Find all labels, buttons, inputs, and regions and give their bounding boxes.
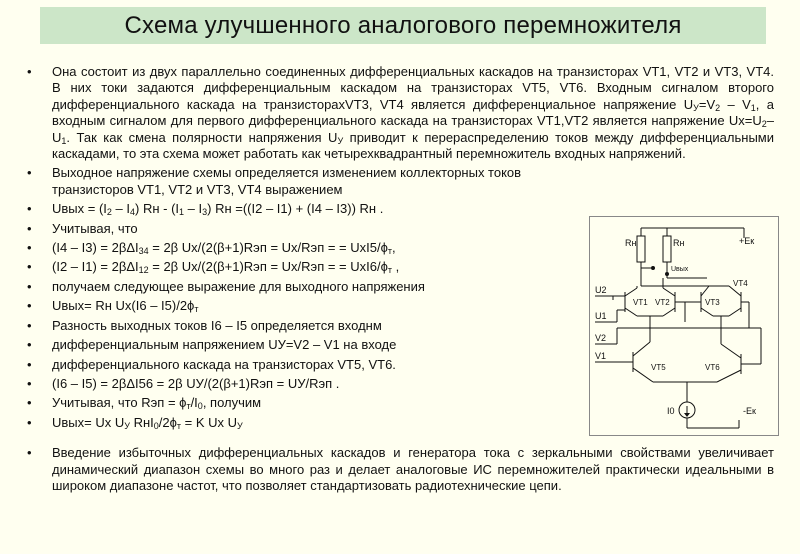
label-vt6: VT6 — [705, 363, 720, 372]
label-vplus: +Eк — [739, 236, 755, 246]
text-run: (I6 – I5) = 2βΔI56 = 2β UУ/(2(β+1)Rэп = UУ/Rэп . — [52, 375, 340, 391]
subscript: 1 — [750, 102, 756, 113]
subscript: т — [194, 304, 199, 315]
subscript: т — [186, 401, 191, 412]
text-run: Учитывая, что — [52, 220, 138, 236]
label-v1: V1 — [595, 351, 607, 361]
subscript: 2 — [715, 102, 721, 113]
resistor-rn2 — [663, 236, 671, 262]
text-run: , получим — [202, 395, 262, 411]
subscript: 0 — [197, 401, 203, 412]
subscript: У — [337, 135, 344, 146]
label-v2: V2 — [595, 333, 607, 343]
text-run: Разность выходных токов I6 – I5 определяется входнм — [52, 317, 382, 333]
slide-title: Схема улучшенного аналогового перемножителя — [124, 11, 682, 39]
label-uout: Uвых — [671, 266, 689, 273]
subscript: т — [387, 246, 392, 257]
label-vt1: VT1 — [633, 298, 648, 307]
text-run: /I — [190, 395, 198, 411]
resistor-rn1 — [637, 236, 645, 262]
text-run: Uвых= Ux U — [52, 414, 125, 430]
text-run: RнI — [129, 414, 154, 430]
subscript: 4 — [130, 207, 136, 218]
label-vt2: VT2 — [655, 298, 670, 307]
title-bar — [40, 7, 766, 44]
subscript: т — [387, 265, 392, 276]
subscript: 3 — [202, 207, 208, 218]
text-run: Uвых = (I — [52, 201, 107, 217]
subscript: 1 — [179, 207, 185, 218]
text-run: , — [392, 240, 396, 256]
text-run: Учитывая, что Rэп = ϕ — [52, 395, 187, 411]
subscript: У — [693, 102, 699, 113]
text-run: , а входным сигналом для первого дифференциального каскада на транзисторах VT1,VT2 является напряжение Ux=U — [52, 96, 774, 129]
text-run: дифференциальным напряжением UУ=V2 – V1 на входе — [52, 337, 397, 353]
bullet-item — [24, 64, 774, 162]
text-run: –U — [52, 113, 774, 145]
text-run: приводит к перераспределению токов между дифференциальными каскадами, то эта схема может работать как четырехквадрантный перемножитель входных напряжений. — [52, 129, 774, 162]
bullet-item — [24, 445, 774, 494]
text-run: Выходное напряжение схемы определяется изменением коллекторных токов транзисторов VT1, VT2 и VT3, VT4 выражением — [52, 165, 522, 197]
subscript: У — [124, 420, 130, 431]
label-i0: I0 — [667, 406, 675, 416]
subscript: т — [176, 420, 182, 431]
text-run: дифференциального каскада на транзисторах VT5, VT6. — [52, 356, 396, 372]
text-run: =V — [698, 96, 716, 112]
label-rn2: Rн — [673, 238, 685, 248]
subscript: 1 — [61, 135, 67, 146]
text-run: = 2β Ux/(2(β+1)Rэп = Ux/Rэп = = UxI5/ϕ — [148, 240, 388, 256]
subscript: 34 — [138, 246, 149, 257]
label-u2: U2 — [595, 285, 607, 295]
text-run: – V — [720, 96, 751, 112]
label-vt4: VT4 — [733, 279, 748, 288]
text-run: (I2 – I1) = 2βΔI — [52, 259, 139, 275]
subscript: 2 — [106, 207, 112, 218]
subscript: 2 — [761, 119, 767, 130]
subscript: 12 — [138, 265, 149, 276]
multiplier-circuit-diagram — [589, 216, 779, 436]
text-run: , — [392, 259, 400, 275]
text-run: получаем следующее выражение для выходного напряжения — [52, 278, 425, 294]
label-vt3: VT3 — [705, 298, 720, 307]
text-run: = 2β Ux/(2(β+1)Rэп = Ux/Rэп = = UxI6/ϕ — [148, 259, 388, 275]
text-run: Она состоит из двух параллельно соединенных дифференциальных каскадов на транзисторах VT1, VT2 и VT3, VT4. В них токи задаются дифференциальным каскадом на транзисторах VT5, VT6. Входным сигналом второго дифференциального каскада на транзисторахVT3, VT4 является дифференциальное напряжение U — [52, 64, 774, 112]
text-run: ) Rн =((I2 – I1) + (I4 – I3)) Rн . — [207, 201, 384, 217]
text-run: Введение избыточных дифференциальных каскадов и генератора тока с зеркальными свойствами увеличивает динамический диапазон схемы во много раз и делает аналоговые ИС перемножителей практически идеальными в широком диапазоне частот, что позволяет стандартизовать радиотехнические цепи. — [52, 445, 774, 493]
label-vt5: VT5 — [651, 363, 666, 372]
label-vminus: -Eк — [743, 406, 756, 416]
label-u1: U1 — [595, 311, 607, 321]
text-run: = K Ux U — [181, 414, 238, 430]
subscript: 0 — [153, 420, 159, 431]
bullet-item — [24, 165, 592, 198]
text-run: ) Rн - (I — [135, 201, 180, 217]
text-run: (I4 – I3) = 2βΔI — [52, 240, 139, 256]
text-run: /2ϕ — [158, 414, 177, 430]
text-run: . Так как смена полярности напряжения U — [66, 129, 338, 145]
text-run: – I — [111, 201, 130, 217]
subscript: У — [237, 420, 243, 431]
text-run: Uвых= Rн Ux(I6 – I5)/2ϕ — [52, 298, 195, 314]
label-rn1: Rн — [625, 238, 637, 248]
text-run: – I — [184, 201, 203, 217]
